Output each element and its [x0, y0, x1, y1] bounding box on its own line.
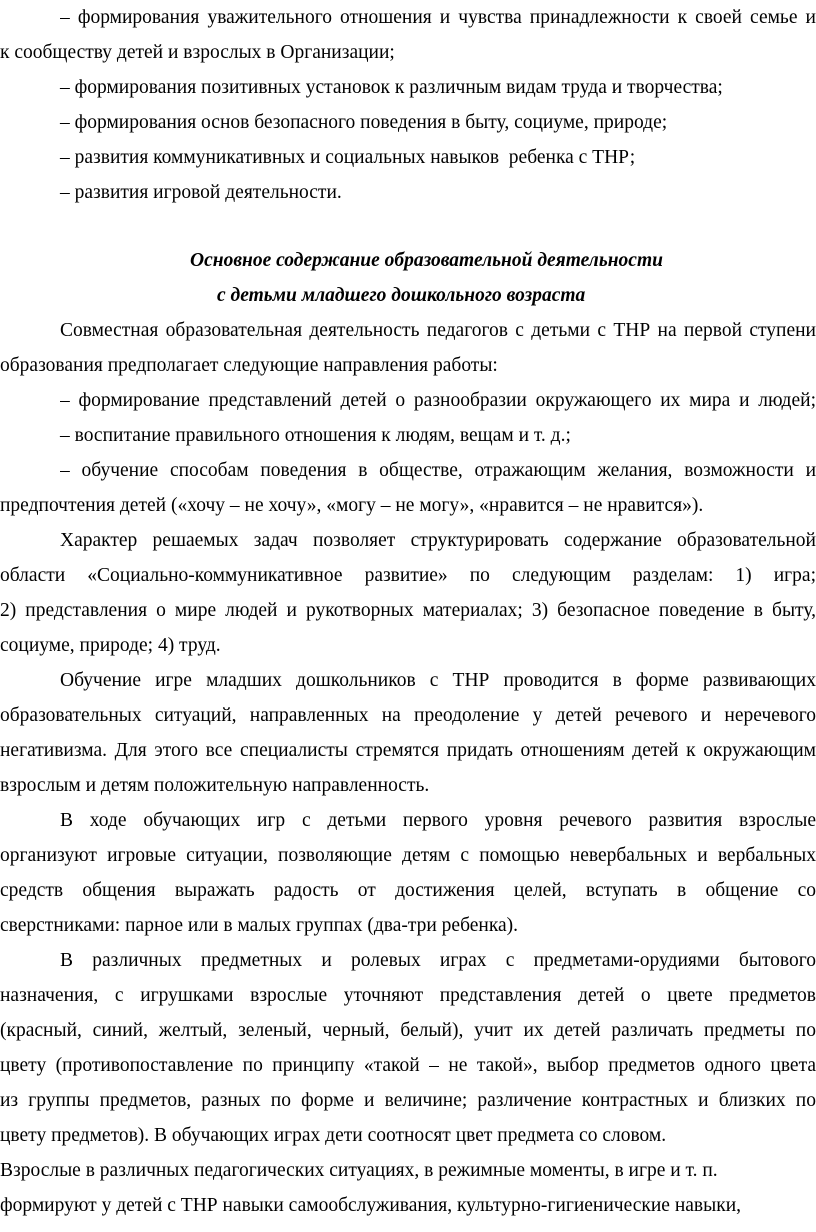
text-line: (красный, синий, желтый, зеленый, черный, белый), учит их детей различать предметы по: [0, 1020, 816, 1041]
text-line: организуют игровые ситуации, позволяющие детям с помощью невербальных и вербальных: [0, 845, 816, 866]
text-line: из группы предметов, разных по форме и величине; различение контрастных и близких по: [0, 1090, 816, 1111]
text-line: образовательных ситуаций, направленных на преодоление у детей речевого и неречевого: [0, 705, 816, 726]
text-line: области «Социально-коммуникативное развитие» по следующим разделам: 1) игра;: [0, 565, 816, 586]
text-line: взрослым и детям положительную направленность.: [0, 775, 430, 796]
section-heading-line-1: Основное содержание образовательной деятельности: [190, 250, 663, 271]
text-line: негативизма. Для этого все специалисты стремятся придать отношениям детей к окружающим: [0, 740, 816, 761]
text-line: 2) представления о мире людей и рукотворных материалах; 3) безопасное поведение в быту,: [0, 600, 816, 621]
text-line: Взрослые в различных педагогических ситуациях, в режимные моменты, в игре и т. п.: [0, 1160, 718, 1181]
text-line: Совместная образовательная деятельность педагогов с детьми с ТНР на первой ступени: [60, 320, 816, 341]
text-line: формируют у детей с ТНР навыки самообслуживания, культурно-гигиенические навыки,: [0, 1195, 742, 1216]
text-line: – формирования уважительного отношения и чувства принадлежности к своей семье и: [60, 7, 816, 28]
text-line: – формирования основ безопасного поведения в быту, социуме, природе;: [60, 112, 668, 133]
text-line: – формирования позитивных установок к различным видам труда и творчества;: [60, 77, 723, 98]
text-line: образования предполагает следующие направления работы:: [0, 355, 498, 376]
text-line: предпочтения детей («хочу – не хочу», «могу – не могу», «нравится – не нравится»).: [0, 495, 704, 516]
text-line: сверстниками: парное или в малых группах (два-три ребенка).: [0, 915, 519, 936]
text-line: к сообществу детей и взрослых в Организации;: [0, 42, 395, 63]
text-line: Обучение игре младших дошкольников с ТНР проводится в форме развивающих: [60, 670, 816, 691]
text-line: социуме, природе; 4) труд.: [0, 635, 221, 656]
section-heading-line-2: с детьми младшего дошкольного возраста: [217, 285, 586, 306]
text-line: средств общения выражать радость от достижения целей, вступать в общение со: [0, 880, 816, 901]
text-line: назначения, с игрушками взрослые уточняют представления детей о цвете предметов: [0, 985, 816, 1006]
text-line: В ходе обучающих игр с детьми первого уровня речевого развития взрослые: [60, 810, 816, 831]
text-line: цвету предметов). В обучающих играх дети соотносят цвет предмета со словом.: [0, 1125, 667, 1146]
text-line: – формирование представлений детей о разнообразии окружающего их мира и людей;: [60, 390, 816, 411]
text-line: цвету (противопоставление по принципу «такой – не такой», выбор предметов одного цвета: [0, 1055, 816, 1076]
text-line: Характер решаемых задач позволяет структурировать содержание образовательной: [60, 530, 816, 551]
text-line: – развития коммуникативных и социальных навыков ребенка с ТНР;: [60, 147, 636, 168]
text-line: В различных предметных и ролевых играх с предметами-орудиями бытового: [60, 950, 816, 971]
text-line: – обучение способам поведения в обществе, отражающим желания, возможности и: [60, 460, 816, 481]
text-line: – развития игровой деятельности.: [60, 182, 342, 203]
text-line: – воспитание правильного отношения к людям, вещам и т. д.;: [60, 425, 571, 446]
